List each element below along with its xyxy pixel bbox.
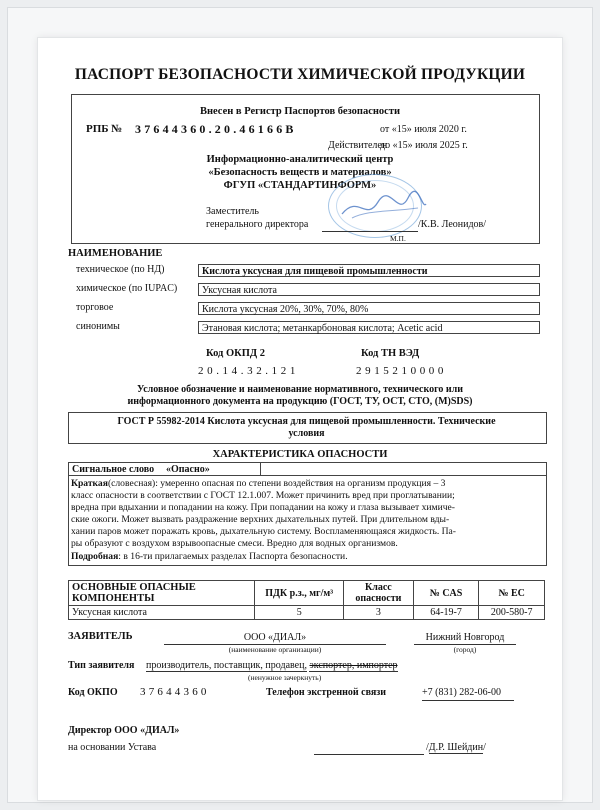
deputy-line-1: Заместитель bbox=[206, 206, 259, 217]
applicant-city: Нижний Новгород bbox=[425, 632, 505, 643]
hazard-brief-line-3: вредна при вдыхании и попадании на кожу. При попадании на кожу и глаза вызывает химиче- bbox=[71, 502, 455, 513]
phone-value: +7 (831) 282-06-00 bbox=[422, 687, 501, 698]
center-line-1: Информационно-аналитический центр bbox=[206, 154, 394, 165]
applicant-city-caption: (город) bbox=[453, 645, 477, 654]
naming-value-technical: Кислота уксусная для пищевой промышленности bbox=[198, 264, 540, 277]
okpd-value: 20.14.32.121 bbox=[198, 365, 299, 377]
col-pdk: ПДК р.з., мг/м³ bbox=[255, 581, 344, 606]
rpb-label: РПБ № bbox=[86, 123, 123, 135]
deputy-line-2: генерального директора bbox=[206, 219, 309, 230]
cell-pdk: 5 bbox=[255, 606, 344, 620]
hazard-heading: ХАРАКТЕРИСТИКА ОПАСНОСТИ bbox=[212, 449, 388, 460]
applicant-type-caption: (ненужное зачеркнуть) bbox=[248, 673, 322, 682]
cell-class: 3 bbox=[343, 606, 413, 620]
normative-heading-2: информационного документа на продукцию (ГОСТ, ТУ, ОСТ, СТО, (М)SDS) bbox=[127, 396, 473, 407]
tnved-value: 2915210000 bbox=[356, 365, 447, 377]
signal-value: «Опасно» bbox=[166, 464, 210, 475]
naming-heading: НАИМЕНОВАНИЕ bbox=[68, 248, 163, 259]
document-page bbox=[38, 38, 562, 800]
center-line-2: «Безопасность веществ и материалов» bbox=[208, 167, 392, 178]
director-basis: на основании Устава bbox=[68, 742, 157, 753]
center-line-3: ФГУП «СТАНДАРТИНФОРМ» bbox=[223, 180, 377, 191]
naming-label-technical: техническое (по НД) bbox=[76, 264, 165, 275]
signature-line bbox=[322, 231, 418, 232]
normative-doc-line-2: условия bbox=[288, 428, 325, 439]
hazard-brief-line-6: ры образуют с воздухом взрывоопасные смеси. Вредно для водных организмов. bbox=[71, 538, 398, 549]
col-hazard-class: Класс опасности bbox=[343, 581, 413, 606]
cell-cas: 64-19-7 bbox=[413, 606, 479, 620]
hazard-brief-line-1: Краткая(словесная): умеренно опасная по степени воздействия на организм продукция – 3 bbox=[71, 478, 446, 489]
naming-value-chemical: Уксусная кислота bbox=[198, 283, 540, 296]
cell-ec: 200-580-7 bbox=[479, 606, 545, 620]
col-ec: № ЕС bbox=[479, 581, 545, 606]
hazard-brief-line-4: ские ожоги. Может вызвать раздражение верхних дыхательных путей. При длительном вды- bbox=[71, 514, 450, 525]
phone-line bbox=[422, 700, 514, 701]
hazard-brief-line-5: хании паров может поражать кровь, дыхательную систему. Воспламеняющаяся жидкость. Па- bbox=[71, 526, 456, 537]
registry-date-from: от «15» июля 2020 г. bbox=[380, 124, 467, 135]
normative-heading-1: Условное обозначение и наименование нормативного, технического или bbox=[136, 384, 463, 395]
details-label: Подробная bbox=[71, 551, 119, 562]
hazard-brief-line-2: класс опасности в соответствии с ГОСТ 12.1.007. Может причинить вред при проглатывании; bbox=[71, 490, 455, 501]
applicant-label: ЗАЯВИТЕЛЬ bbox=[68, 631, 133, 642]
registry-heading: Внесен в Регистр Паспортов безопасности bbox=[199, 106, 401, 117]
components-table bbox=[68, 580, 545, 620]
rpb-number: 37644360.20.46166В bbox=[135, 122, 297, 136]
applicant-org-caption: (наименование организации) bbox=[228, 645, 322, 654]
applicant-type-value: производитель, поставщик, продавец, экспортер, импортер bbox=[146, 660, 398, 671]
cell-component: Уксусная кислота bbox=[69, 606, 255, 620]
naming-label-synonyms: синонимы bbox=[76, 321, 120, 332]
hazard-details: Подробная: в 16-ти прилагаемых разделах Паспорта безопасности. bbox=[71, 551, 348, 562]
page-title: ПАСПОРТ БЕЗОПАСНОСТИ ХИМИЧЕСКОЙ ПРОДУКЦИИ bbox=[74, 66, 526, 83]
okpo-value: 37644360 bbox=[140, 686, 210, 698]
phone-label: Телефон экстренной связи bbox=[266, 687, 387, 698]
components-header-row bbox=[69, 581, 545, 606]
signal-label: Сигнальное слово bbox=[72, 464, 155, 475]
signature-mark bbox=[338, 188, 428, 228]
col-cas: № CAS bbox=[413, 581, 479, 606]
director-title: Директор ООО «ДИАЛ» bbox=[68, 725, 180, 736]
okpd-label: Код ОКПД 2 bbox=[206, 348, 266, 359]
naming-value-synonyms: Этановая кислота; метанкарбоновая кислота; Acetic acid bbox=[198, 321, 540, 334]
director-signature-line bbox=[314, 754, 424, 755]
valid-label: Действителен bbox=[328, 140, 388, 151]
tnved-label: Код ТН ВЭД bbox=[361, 348, 420, 359]
okpo-label: Код ОКПО bbox=[68, 687, 118, 698]
applicant-type-label: Тип заявителя bbox=[68, 660, 135, 671]
naming-label-trade: торговое bbox=[76, 302, 114, 313]
naming-value-trade: Кислота уксусная 20%, 30%, 70%, 80% bbox=[198, 302, 540, 315]
table-row bbox=[69, 606, 545, 620]
applicant-org: ООО «ДИАЛ» bbox=[243, 632, 307, 643]
mp-label: М.П. bbox=[390, 234, 406, 243]
applicant-type-struck: экспортер, импортер bbox=[309, 660, 398, 671]
naming-label-chemical: химическое (по IUPAC) bbox=[76, 283, 178, 294]
director-name: /К.В. Леонидов/ bbox=[418, 219, 487, 230]
brief-label: Краткая bbox=[71, 478, 108, 489]
hazard-divider bbox=[68, 475, 546, 476]
director-sign-name: /Д.Р. Шейдин/ bbox=[426, 742, 486, 753]
registry-date-to: до «15» июля 2025 г. bbox=[380, 140, 468, 151]
col-components: ОСНОВНЫЕ ОПАСНЫЕ КОМПОНЕНТЫ bbox=[69, 581, 255, 606]
normative-doc-line-1: ГОСТ Р 55982-2014 Кислота уксусная для пищевой промышленности. Технические bbox=[117, 416, 496, 427]
signal-cell-divider bbox=[260, 462, 261, 475]
